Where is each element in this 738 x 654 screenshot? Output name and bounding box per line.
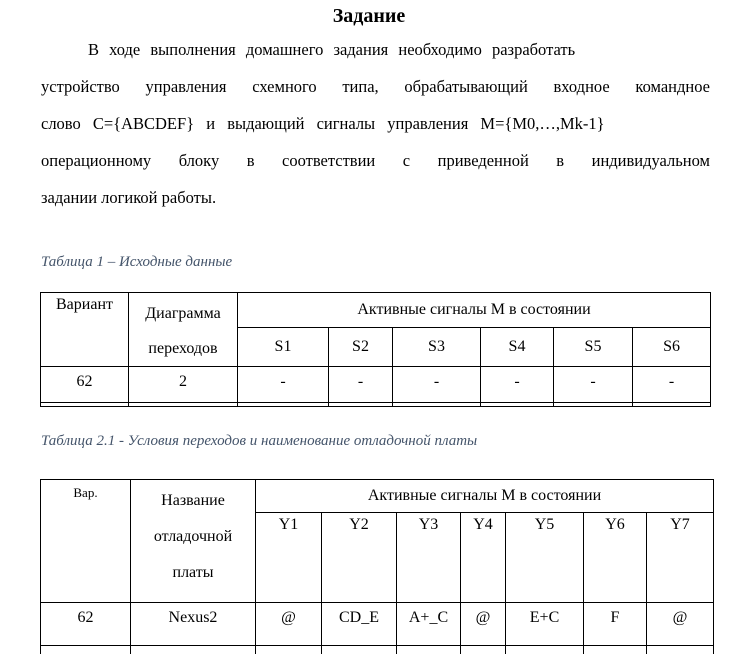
table1-header-diagram-line1: Диаграмма: [145, 305, 221, 322]
table1-cell: -: [554, 367, 633, 403]
table1-header-signals-group: Активные сигналы М в состоянии: [238, 293, 711, 328]
table1-cell: -: [633, 367, 711, 403]
table2-stub-cell: [397, 646, 461, 654]
table2-header-state: Y1: [256, 513, 322, 603]
table1-stub-cell: [393, 403, 481, 407]
page-title: Задание: [332, 5, 406, 27]
paragraph-line: задании логикой работы.: [41, 188, 217, 207]
paragraph-line: В ходе выполнения домашнего задания необходимо разработать: [88, 40, 576, 59]
table1-cell: 2: [129, 367, 238, 403]
table2-header-variant: Вар.: [41, 480, 131, 603]
table1-header-state: S6: [633, 327, 711, 366]
table2-stub-cell: [506, 646, 584, 654]
table1-header-diagram-line2: переходов: [148, 340, 218, 357]
table2-header-state: Y3: [397, 513, 461, 603]
table2-stub-cell: [256, 646, 322, 654]
table2-header-signals-group: Активные сигналы М в состоянии: [256, 480, 714, 513]
paragraph-line: устройство управления схемного типа, обрабатывающий входное командное: [41, 77, 710, 96]
table2-stub-cell: [41, 646, 131, 654]
paragraph-line: слово C={ABCDEF} и выдающий сигналы управления M={M0,…,Mk-1}: [41, 114, 605, 133]
table1-cell: 62: [41, 367, 129, 403]
table1-header-state: S5: [554, 327, 633, 366]
table1-cell: -: [481, 367, 554, 403]
table2-caption: Таблица 2.1 - Условия переходов и наименование отладочной платы: [41, 433, 478, 449]
table1-stub-cell: [633, 403, 711, 407]
table1-header-state: S2: [329, 327, 393, 366]
table1-stub-cell: [481, 403, 554, 407]
table1-caption: Таблица 1 – Исходные данные: [41, 254, 233, 270]
table1-header-state: S4: [481, 327, 554, 366]
table2-header-state: Y6: [584, 513, 647, 603]
table1-header-state: S3: [393, 327, 481, 366]
table2-cell: @: [256, 603, 322, 646]
table2-cell: CD_E: [322, 603, 397, 646]
table1-initial-data: [40, 292, 711, 407]
table2-cell: E+C: [506, 603, 584, 646]
table2-header-state: Y4: [461, 513, 506, 603]
table1-cell: -: [238, 367, 329, 403]
table2-stub-cell: [131, 646, 256, 654]
table2-header-board-name: [131, 480, 256, 603]
table2-header-state: Y2: [322, 513, 397, 603]
table1-header-diagram: [129, 293, 238, 367]
table2-transition-conditions: [40, 479, 714, 654]
table1-stub-cell: [238, 403, 329, 407]
table1-cell: -: [393, 367, 481, 403]
table2-stub-cell: [647, 646, 714, 654]
table2-cell: F: [584, 603, 647, 646]
table2-cell: Nexus2: [131, 603, 256, 646]
table2-header-state: Y7: [647, 513, 714, 603]
table1-header-state: S1: [238, 327, 329, 366]
table1-cell: -: [329, 367, 393, 403]
table1-stub-cell: [41, 403, 129, 407]
table2-cell: 62: [41, 603, 131, 646]
table2-header-board-line2: отладочной: [153, 528, 233, 545]
table2-cell: @: [647, 603, 714, 646]
table1-stub-cell: [554, 403, 633, 407]
table2-stub-cell: [322, 646, 397, 654]
paragraph-line: операционному блоку в соответствии с приведенной в индивидуальном: [41, 151, 710, 170]
table2-header-board-line1: Название: [161, 492, 225, 509]
table2-cell: A+_C: [397, 603, 461, 646]
table2-stub-cell: [584, 646, 647, 654]
table2-header-board-line3: платы: [172, 564, 214, 581]
table2-header-state: Y5: [506, 513, 584, 603]
table1-header-variant: Вариант: [41, 293, 129, 367]
intro-paragraph: [41, 31, 710, 216]
table2-cell: @: [461, 603, 506, 646]
table1-stub-cell: [129, 403, 238, 407]
table2-stub-cell: [461, 646, 506, 654]
table1-stub-cell: [329, 403, 393, 407]
